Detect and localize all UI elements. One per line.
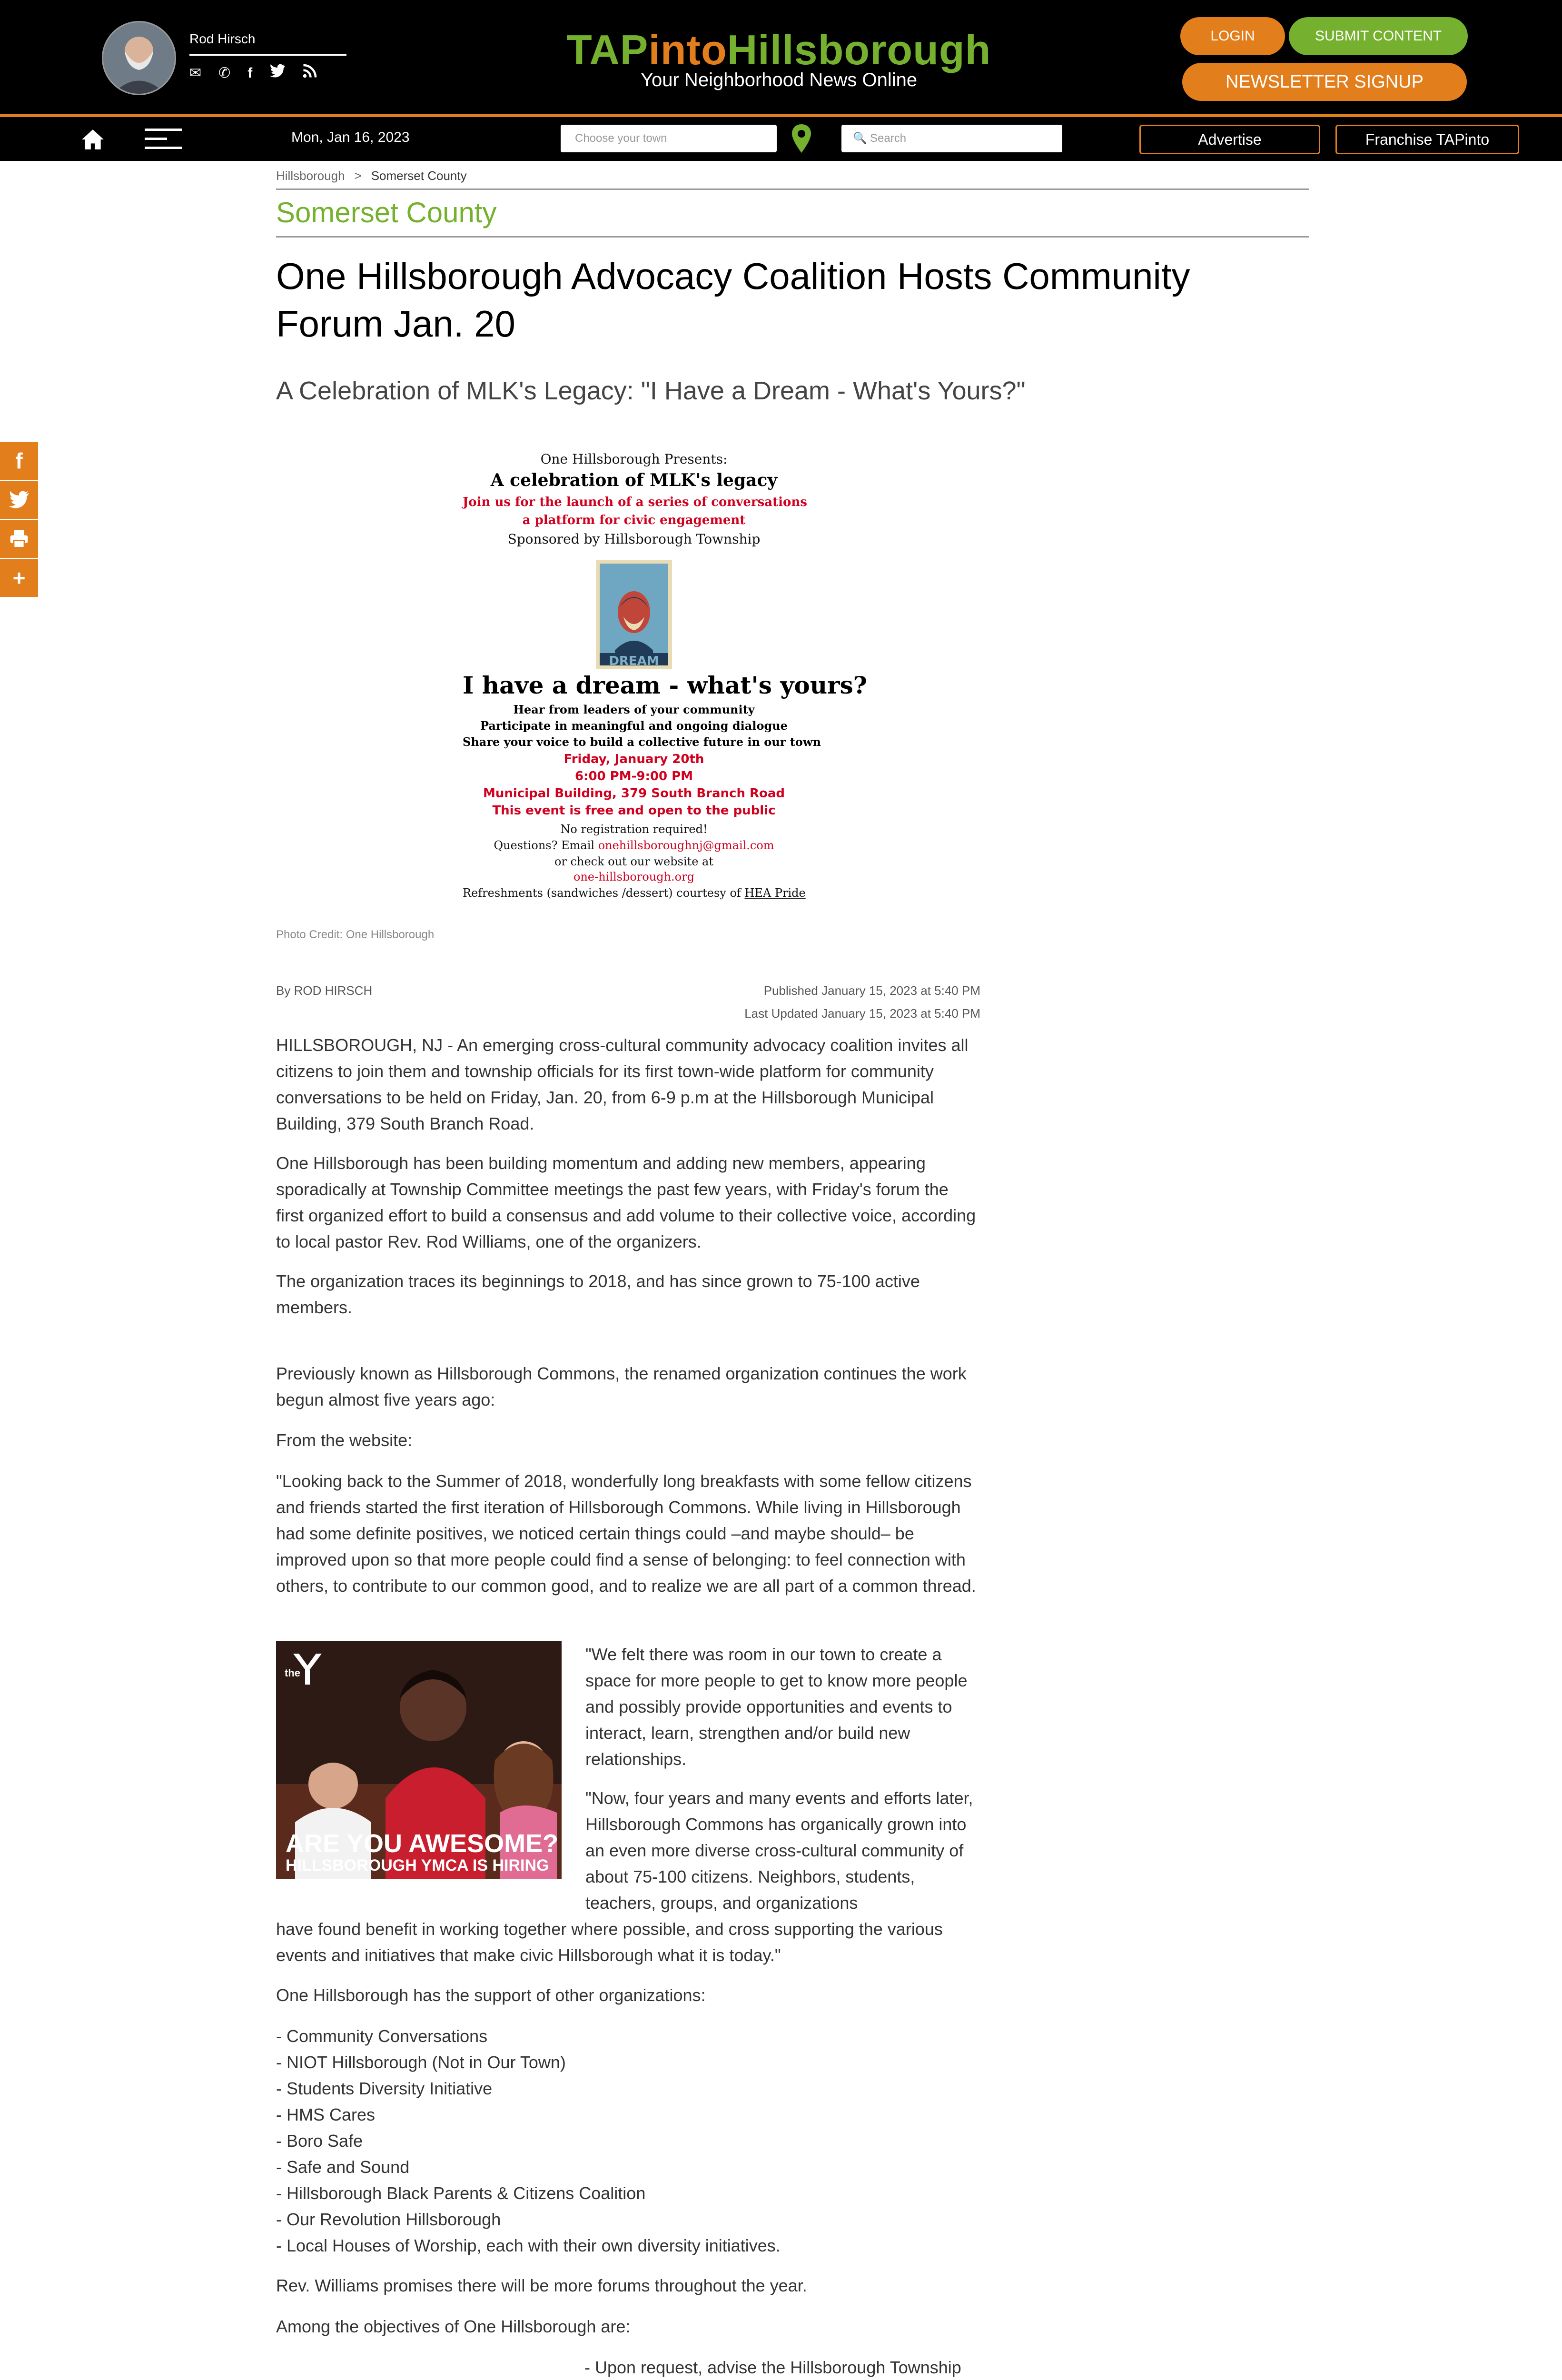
login-button[interactable]: LOGIN bbox=[1180, 17, 1285, 55]
ad-headline: ARE YOU AWESOME? bbox=[286, 1829, 559, 1858]
top-header bbox=[0, 0, 1562, 117]
facebook-icon[interactable]: f bbox=[247, 65, 253, 81]
mlk-poster-image bbox=[596, 560, 672, 669]
event-flyer-image bbox=[463, 451, 867, 908]
logo-into: into bbox=[648, 26, 727, 73]
breadcrumb-current[interactable]: Somerset County bbox=[371, 169, 467, 183]
list-item: - HMS Cares bbox=[276, 2105, 376, 2124]
email-icon[interactable]: ✉ bbox=[189, 65, 202, 81]
article-paragraph: One Hillsborough has the support of other organizations: bbox=[276, 1985, 706, 2005]
rss-icon[interactable] bbox=[303, 64, 317, 83]
list-item: - NIOT Hillsborough (Not in Our Town) bbox=[276, 2053, 566, 2072]
site-tagline: Your Neighborhood News Online bbox=[641, 69, 918, 90]
editor-contact-icons bbox=[189, 64, 317, 83]
objective-item: - Upon request, advise the Hillsborough Township bbox=[584, 2358, 961, 2377]
editor-divider bbox=[189, 54, 346, 56]
site-logo[interactable] bbox=[566, 26, 991, 74]
flyer-red-line-1: Join us for the launch of a series of conversations bbox=[463, 495, 807, 509]
flyer-questions bbox=[463, 839, 805, 852]
article-paragraph: "Now, four years and many events and efforts later, Hillsborough Commons has organically grown into an even more diverse cross-cultural community of about 75-100 citizens. Neighbors, students, teachers, groups, and organizations bbox=[585, 1788, 973, 1913]
flyer-bullet-2: Participate in meaningful and ongoing dialogue bbox=[480, 719, 788, 733]
article-paragraph: One Hillsborough has been building momentum and adding new members, appearing sporadically at Township Committee meetings the past few years, with Friday's forum the first organized effort to build a consensus and add volume to their collective voice, according to local pastor Rev. Rod Williams, one of the organizers. bbox=[276, 1153, 976, 1251]
section-title[interactable]: Somerset County bbox=[276, 197, 497, 228]
editor-avatar[interactable] bbox=[102, 21, 176, 95]
flyer-bullet-3: Share your voice to build a collective future in our town bbox=[463, 735, 821, 749]
article-paragraph: "Looking back to the Summer of 2018, wonderfully long breakfasts with some fellow citizens and friends started the first iteration of Hillsborough Commons. While living in Hillsborough had some definite positives, we noticed certain things could –and maybe should– be improved upon so that more people could find a sense of belonging: to feel connection with others, to contribute to our common good, and to realize we are all part of a common thread. bbox=[276, 1471, 976, 1596]
list-item: - Local Houses of Worship, each with their own diversity initiatives. bbox=[276, 2236, 781, 2255]
list-item: - Community Conversations bbox=[276, 2026, 488, 2046]
section-rule-top bbox=[276, 188, 1309, 190]
flyer-location: Municipal Building, 379 South Branch Road bbox=[483, 786, 785, 801]
supporting-orgs-list bbox=[276, 2023, 980, 2259]
print-icon[interactable] bbox=[0, 520, 38, 558]
flyer-refreshments-prefix: Refreshments (sandwiches /dessert) courtesy of bbox=[463, 886, 745, 900]
flyer-time: 6:00 PM-9:00 PM bbox=[574, 769, 693, 783]
flyer-bullet-1: Hear from leaders of your community bbox=[513, 703, 755, 716]
article-subhead: A Celebration of MLK's Legacy: "I Have a Dream - What's Yours?" bbox=[276, 377, 1026, 405]
flyer-dream: I have a dream - what's yours? bbox=[463, 671, 867, 699]
ymca-ad[interactable] bbox=[276, 1641, 562, 1879]
search-icon: 🔍 bbox=[853, 132, 867, 145]
article-paragraph: Rev. Williams promises there will be more forums throughout the year. bbox=[276, 2276, 807, 2295]
logo-tap: TAP bbox=[566, 26, 649, 73]
list-item: - Hillsborough Black Parents & Citizens Coalition bbox=[276, 2183, 646, 2203]
current-date: Mon, Jan 16, 2023 bbox=[291, 129, 410, 145]
article-paragraph: Previously known as Hillsborough Commons, the renamed organization continues the work begun almost five years ago: bbox=[276, 1364, 967, 1409]
poster-dream-word: DREAM bbox=[609, 654, 659, 668]
phone-icon[interactable]: ✆ bbox=[218, 65, 231, 81]
logo-town: Hillsborough bbox=[727, 26, 991, 73]
ymca-logo-text: the bbox=[285, 1667, 300, 1679]
list-item: - Safe and Sound bbox=[276, 2157, 410, 2177]
franchise-button[interactable]: Franchise TAPinto bbox=[1335, 125, 1519, 154]
article-paragraph: From the website: bbox=[276, 1430, 413, 1450]
more-share-icon[interactable]: + bbox=[0, 559, 38, 597]
article-paragraph: Among the objectives of One Hillsborough are: bbox=[276, 2317, 631, 2336]
nav-bar bbox=[0, 117, 1562, 161]
newsletter-signup-button[interactable]: NEWSLETTER SIGNUP bbox=[1182, 63, 1467, 101]
home-icon[interactable] bbox=[81, 128, 105, 151]
search-input[interactable] bbox=[841, 125, 1062, 152]
flyer-red-line-2: a platform for civic engagement bbox=[522, 513, 746, 527]
breadcrumb bbox=[276, 169, 467, 183]
share-sidebar bbox=[0, 442, 38, 598]
twitter-icon[interactable] bbox=[269, 64, 286, 83]
flyer-date: Friday, January 20th bbox=[564, 752, 704, 766]
flyer-refreshments bbox=[463, 886, 805, 900]
article-paragraph: HILLSBOROUGH, NJ - An emerging cross-cultural community advocacy coalition invites all citizens to join them and township officials for its first town-wide platform for community conversations to be held on Friday, Jan. 20, from 6-9 p.m at the Hillsborough Municipal Building, 379 South Branch Road. bbox=[276, 1035, 969, 1133]
ad-subheadline: HILLSBOROUGH YMCA IS HIRING bbox=[286, 1856, 549, 1874]
section-rule-bottom bbox=[276, 236, 1309, 238]
article-paragraph: "We felt there was room in our town to create a space for more people to get to know more people and possibly provide opportunities and events to interact, learn, strengthen and/or build new relationships. bbox=[585, 1645, 968, 1769]
photo-credit: Photo Credit: One Hillsborough bbox=[276, 928, 435, 941]
article-headline: One Hillsborough Advocacy Coalition Hosts Community Forum Jan. 20 bbox=[276, 255, 1190, 345]
flyer-website-intro: or check out our website at bbox=[554, 855, 713, 868]
submit-content-button[interactable]: SUBMIT CONTENT bbox=[1289, 17, 1468, 55]
flyer-questions-prefix: Questions? Email bbox=[494, 839, 598, 852]
flyer-refreshments-org: HEA Pride bbox=[744, 886, 806, 900]
breadcrumb-home[interactable]: Hillsborough bbox=[276, 169, 345, 183]
flyer-no-registration: No registration required! bbox=[560, 823, 708, 836]
location-pin-icon[interactable] bbox=[792, 124, 811, 153]
updated-date: Last Updated January 15, 2023 at 5:40 PM bbox=[744, 1006, 980, 1021]
ymca-logo-icon bbox=[284, 1644, 331, 1687]
advertise-button[interactable]: Advertise bbox=[1139, 125, 1320, 154]
search-placeholder: Search bbox=[870, 132, 907, 145]
flyer-presents: One Hillsborough Presents: bbox=[540, 451, 728, 467]
flyer-email: onehillsboroughnj@gmail.com bbox=[598, 839, 774, 852]
flyer-legacy: A celebration of MLK's legacy bbox=[490, 470, 778, 490]
editor-name[interactable]: Rod Hirsch bbox=[189, 31, 256, 46]
town-select[interactable]: Choose your town bbox=[561, 125, 777, 152]
facebook-share-icon[interactable]: f bbox=[0, 442, 38, 480]
article-paragraph: The organization traces its beginnings to 2018, and has since grown to 75-100 active members. bbox=[276, 1271, 920, 1317]
list-item: - Boro Safe bbox=[276, 2131, 363, 2151]
flyer-free: This event is free and open to the public bbox=[492, 803, 776, 818]
list-item: - Students Diversity Initiative bbox=[276, 2079, 493, 2098]
flyer-sponsor: Sponsored by Hillsborough Township bbox=[507, 531, 761, 547]
twitter-share-icon[interactable] bbox=[0, 481, 38, 519]
flyer-website: one-hillsborough.org bbox=[573, 870, 694, 883]
article-paragraph: have found benefit in working together where possible, and cross supporting the various events and initiatives that make civic Hillsborough what it is today." bbox=[276, 1919, 943, 1965]
breadcrumb-separator: > bbox=[354, 169, 362, 183]
list-item: - Our Revolution Hillsborough bbox=[276, 2210, 501, 2229]
byline-author[interactable]: By ROD HIRSCH bbox=[276, 983, 373, 998]
hamburger-menu-icon[interactable] bbox=[145, 129, 182, 150]
published-date: Published January 15, 2023 at 5:40 PM bbox=[763, 983, 980, 998]
